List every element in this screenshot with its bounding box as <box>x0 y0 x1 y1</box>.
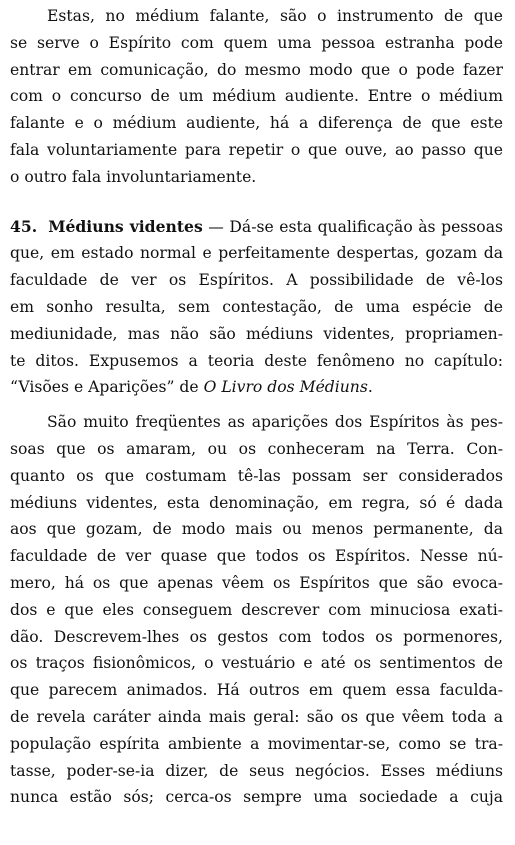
text-line: dos e que eles conseguem descrever com minuciosa exati- <box>10 600 503 619</box>
text-line: mediunidade, mas não são médiuns videntes, propriamen- <box>10 324 503 343</box>
text-line: te ditos. Expusemos a teoria deste fenômeno no capítulo: <box>10 351 503 370</box>
text-line: faculdade de ver os Espíritos. A possibilidade de vê-los <box>10 271 503 290</box>
text-line: o outro fala involuntariamente. <box>10 167 257 186</box>
paragraph-aparicoes <box>10 409 503 811</box>
section-first-line <box>10 214 503 241</box>
text-line: falante e o médium audiente, há a diferença de que este <box>10 114 503 133</box>
text-line: que parecem animados. Há outros em quem essa faculda- <box>10 681 503 700</box>
text-line: Estas, no médium falante, são o instrumento de que <box>47 7 503 25</box>
section-45-mediums-videntes <box>10 214 503 402</box>
document-page <box>10 0 503 811</box>
section-heading: Médiuns videntes <box>48 216 203 236</box>
text-line: tasse, poder-se-ia dizer, de seus negócios. Esses médiuns <box>10 761 503 780</box>
section-number: 45. <box>10 216 38 236</box>
text-line: fala voluntariamente para repetir o que ouve, ao passo que <box>10 140 503 159</box>
text-line: soas que os amaram, ou os conheceram na Terra. Con- <box>10 439 503 458</box>
text-line: médiuns videntes, esta denominação, em regra, só é dada <box>10 493 503 512</box>
section-last-line <box>10 374 503 401</box>
text-line: de revela caráter ainda mais geral: são os que vêem toda a <box>10 707 503 726</box>
text-fragment: . <box>367 378 373 397</box>
text-line: os traços fisionômicos, o vestuário e até os sentimentos de <box>10 654 503 673</box>
text-line: aos que gozam, de modo mais ou menos permanente, da <box>10 520 503 539</box>
section-heading-rest: — Dá-se esta qualificação às pessoas <box>202 217 503 236</box>
text-line: com o concurso de um médium audiente. Entre o médium <box>10 87 503 106</box>
text-line: se serve o Espírito com quem uma pessoa estranha pode <box>10 33 503 52</box>
text-line: população espírita ambiente a movimentar-se, como se tra- <box>10 734 503 753</box>
text-line: entrar em comunicação, do mesmo modo que o pode fazer <box>10 60 503 79</box>
text-line: em sonho resulta, sem contestação, de uma espécie de <box>10 297 503 316</box>
text-fragment: “Visões e Aparições” de <box>10 378 204 397</box>
text-line: dão. Descrevem-lhes os gestos com todos os pormenores, <box>10 627 503 646</box>
paragraph-mediums-falantes <box>10 3 503 191</box>
text-line: quanto os que costumam tê-las possam ser considerados <box>10 466 503 485</box>
text-line: nunca estão sós; cerca-os sempre uma sociedade a cuja <box>10 788 503 807</box>
text-line: faculdade de ver quase que todos os Espíritos. Nesse nú- <box>10 547 503 566</box>
book-title: O Livro dos Médiuns <box>203 378 368 397</box>
text-line: mero, há os que apenas vêem os Espíritos que são evoca- <box>10 573 503 592</box>
text-line: São muito freqüentes as aparições dos Espíritos às pes- <box>47 413 503 432</box>
text-line: que, em estado normal e perfeitamente despertas, gozam da <box>10 244 503 263</box>
